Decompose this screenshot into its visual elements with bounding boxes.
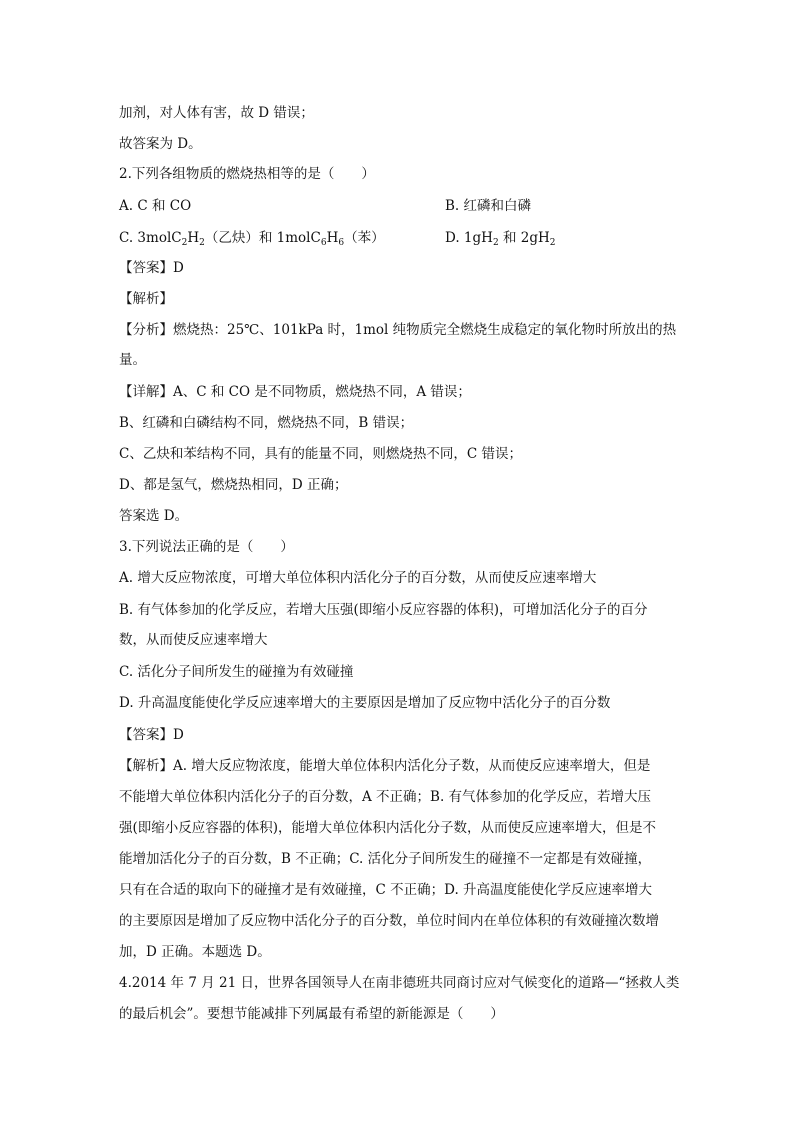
option-2c-text: H xyxy=(326,230,339,246)
explanation-line: 加，D 正确。本题选 D。 xyxy=(119,944,271,960)
option-2b: B. 红磷和白磷 xyxy=(445,198,532,214)
detail-line: 答案选 D。 xyxy=(119,508,189,524)
detail-line: 【详解】A、C 和 CO 是不同物质，燃烧热不同，A 错误； xyxy=(119,384,471,400)
subscript: 6 xyxy=(338,238,345,248)
text-line: 故答案为 D。 xyxy=(119,136,202,152)
option-2c-text: （乙炔）和 1molC xyxy=(204,230,321,246)
option-2a: A. C 和 CO xyxy=(119,198,192,214)
text-line: 加剂，对人体有害，故 D 错误； xyxy=(119,105,314,121)
analysis-heading-2: 【解析】 xyxy=(119,291,173,307)
option-3c: C. 活化分子间所发生的碰撞为有效碰撞 xyxy=(119,664,354,680)
explanation-line: 只有在合适的取向下的碰撞才是有效碰撞，C 不正确；D. 升高温度能使化学反应速率增大 xyxy=(119,882,653,898)
option-2d-text: D. 1gH xyxy=(445,230,493,246)
option-2c-text: C. 3molC xyxy=(119,230,182,246)
option-3b-cont: 数，从而使反应速率增大 xyxy=(119,632,268,648)
subscript: 6 xyxy=(320,238,327,248)
subscript: 2 xyxy=(181,238,188,248)
explanation-line: 强(即缩小反应容器的体积)，能增大单位体积内活化分子数，从而使反应速率增大，但是不 xyxy=(119,820,657,836)
subscript: 2 xyxy=(492,238,499,248)
detail-line: B、红磷和白磷结构不同，燃烧热不同，B 错误； xyxy=(119,415,414,431)
explanation-line: 能增加活化分子的百分数，B 不正确；C. 活化分子间所发生的碰撞不一定都是有效碰撞， xyxy=(119,851,652,867)
option-2c-text: （苯） xyxy=(344,230,385,246)
question-4-cont: 的最后机会”。要想节能减排下列属最有希望的新能源是（ ） xyxy=(119,1006,504,1022)
explanation-line: 不能增大单位体积内活化分子的百分数，A 不正确；B. 有气体参加的化学反应，若增大压 xyxy=(119,789,652,805)
option-2d-text: 和 2gH xyxy=(498,230,550,246)
option-3a: A. 增大反应物浓度，可增大单位体积内活化分子的百分数，从而使反应速率增大 xyxy=(119,570,597,586)
question-4: 4.2014 年 7 月 21 日，世界各国领导人在南非德班共同商讨应对气候变化的道路—“拯救人类 xyxy=(119,975,680,991)
question-2: 2.下列各组物质的燃烧热相等的是（ ） xyxy=(119,166,375,182)
question-3: 3.下列说法正确的是（ ） xyxy=(119,539,294,555)
option-2d xyxy=(445,228,556,248)
analysis-line: 量。 xyxy=(119,352,146,368)
option-3d: D. 升高温度能使化学反应速率增大的主要原因是增加了反应物中活化分子的百分数 xyxy=(119,695,611,711)
subscript: 2 xyxy=(199,238,205,248)
option-3b: B. 有气体参加的化学反应，若增大压强(即缩小反应容器的体积)，可增加活化分子的百分 xyxy=(119,602,648,618)
explanation-line: 【解析】A. 增大反应物浓度，能增大单位体积内活化分子数，从而使反应速率增大，但是 xyxy=(119,758,651,774)
answer-2: 【答案】D xyxy=(119,260,184,276)
option-2c xyxy=(119,228,385,248)
analysis-line: 【分析】燃烧热：25℃、101kPa 时，1mol 纯物质完全燃烧生成稳定的氧化物时所放出的热 xyxy=(119,322,677,338)
detail-line: D、都是氢气，燃烧热相同，D 正确； xyxy=(119,477,348,493)
explanation-line: 的主要原因是增加了反应物中活化分子的百分数，单位时间内在单位体积的有效碰撞次数增 xyxy=(119,913,659,929)
answer-3: 【答案】D xyxy=(119,727,184,743)
detail-line: C、乙炔和苯结构不同，具有的能量不同，则燃烧热不同，C 错误； xyxy=(119,446,522,462)
subscript: 2 xyxy=(549,238,556,248)
option-2c-text: H xyxy=(187,230,200,246)
